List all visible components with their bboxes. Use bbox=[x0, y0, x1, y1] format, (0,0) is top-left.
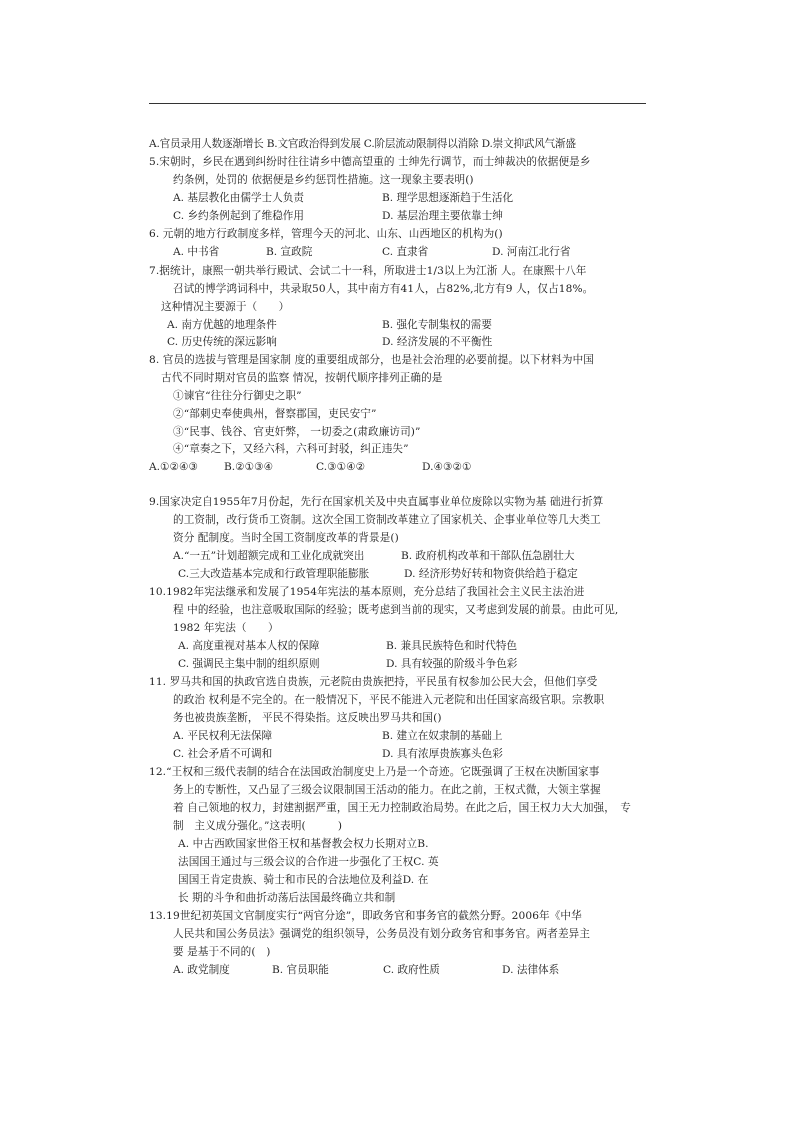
q7-option-c[interactable]: C. 历史传统的深远影响 bbox=[167, 336, 277, 348]
q7-option-d[interactable]: D. 经济发展的不平衡性 bbox=[382, 336, 493, 348]
q7-stem-3: 这种情况主要源于（ ） bbox=[161, 301, 290, 313]
q5-stem-1: 5.宋朝时，乡民在遇到纠纷时往往请乡中德高望重的 士绅先行调节，而士绅裁决的依据便是乡 bbox=[149, 156, 591, 168]
q6-option-b[interactable]: B. 宣政院 bbox=[266, 246, 313, 258]
q11-stem-1: 11. 罗马共和国的执政官选自贵族，元老院由贵族把持，平民虽有权参加公民大会，但他们享受 bbox=[149, 676, 598, 688]
q9-stem-3: 资分 配制度。当时全国工资制度改革的背景是() bbox=[173, 532, 399, 544]
q6-option-d[interactable]: D. 河南江北行省 bbox=[492, 246, 571, 258]
q8-stem-2: 古代不同时期对官员的监察 情况，按朝代顺序排列正确的是 bbox=[161, 372, 443, 384]
q9-option-b[interactable]: B. 政府机构改革和干部队伍急剧壮大 bbox=[401, 550, 575, 562]
q8-option-a[interactable]: A.①②④③ bbox=[149, 461, 199, 473]
q10-option-b[interactable]: B. 兼具民族特色和时代特色 bbox=[386, 640, 518, 652]
q12-stem-1: 12.“王权和三级代表制的结合在法国政治制度史上乃是一个奇迹。它既强调了王权在决断国家事 bbox=[149, 766, 600, 778]
q11-option-b[interactable]: B. 建立在奴隶制的基础上 bbox=[382, 730, 503, 742]
q10-stem-3: 1982 年宪法（ ） bbox=[173, 622, 279, 634]
q12-stem-3: 着 自己领地的权力，封建割据严重，国王无力控制政治局势。在此之后，国王权力大大加强， 专 bbox=[173, 802, 631, 814]
q8-item-3: ③“民事、钱谷、官吏奸弊， 一切委之(肃政廉访司)” bbox=[173, 426, 421, 438]
q5-option-c[interactable]: C. 乡约条例起到了维稳作用 bbox=[173, 210, 304, 222]
q13-stem-2: 人民共和国公务员法》强调党的组织领导，公务员没有划分政务官和事务官。两者差异主 bbox=[173, 928, 591, 940]
q8-option-d[interactable]: D.④③②① bbox=[422, 461, 472, 473]
q8-item-1: ①谏官“往往分行御史之职” bbox=[173, 390, 302, 402]
header-rule bbox=[149, 103, 646, 104]
q13-option-a[interactable]: A. 政党制度 bbox=[173, 964, 230, 976]
q8-stem-1: 8. 官员的选拔与管理是国家制 度的重要组成部分，也是社会治理的必要前提。以下材料为中国 bbox=[149, 354, 594, 366]
q6-option-a[interactable]: A. 中书省 bbox=[173, 246, 220, 258]
q9-option-a[interactable]: A.“一五”计划超额完成和工业化成就突出 bbox=[173, 550, 365, 562]
q12-option-line-4[interactable]: 长 期的斗争和曲折动荡后法国最终确立共和制 bbox=[178, 892, 396, 904]
q9-stem-2: 的工资制，改行货币工资制。这次全国工资制改革建立了国家机关、企事业单位等几大类工 bbox=[173, 514, 601, 526]
q7-stem-1: 7.据统计，康熙一朝共举行殿试、会试二十一科，所取进士1/3以上为江浙 人。在康熙十八年 bbox=[149, 265, 587, 277]
q10-stem-1: 10.1982年宪法继承和发展了1954年宪法的基本原则，充分总结了我国社会主义民主法治进 bbox=[149, 586, 585, 598]
q8-item-4: ④“章奏之下，又经六科，六科可封驳，纠正违失” bbox=[173, 443, 409, 455]
q7-stem-2: 召试的博学鸿词科中，共录取50人，其中南方有41人，占82%,北方有9 人，仅占18%。 bbox=[173, 283, 594, 295]
q13-stem-3: 要 是基于不同的( ) bbox=[173, 946, 271, 958]
q5-stem-2: 约条例，处罚的 依据便是乡约惩罚性措施。这一现象主要表明() bbox=[173, 174, 474, 186]
q6-option-c[interactable]: C. 直隶省 bbox=[382, 246, 429, 258]
q11-stem-2: 的政治 权利是不完全的。在一般情况下，平民不能进入元老院和出任国家高级官职。宗教职 bbox=[173, 694, 605, 706]
q8-item-2: ②“部刺史奉使典州，督察郡国，吏民安宁” bbox=[173, 408, 377, 420]
q10-stem-2: 程 中的经验，也注意吸取国际的经验；既考虑到当前的现实，又考虑到发展的前景。由此可见, bbox=[173, 604, 619, 616]
q13-option-b[interactable]: B. 官员职能 bbox=[272, 964, 329, 976]
q9-stem-1: 9.国家决定自1955年7月份起，先行在国家机关及中央直属事业单位废除以实物为基 础进行折算 bbox=[149, 496, 604, 508]
q11-option-a[interactable]: A. 平民权利无法保障 bbox=[173, 730, 273, 742]
q8-option-b[interactable]: B.②①③④ bbox=[224, 461, 274, 473]
q12-option-line-1[interactable]: A. 中古西欧国家世俗王权和基督教会权力长期对立B. bbox=[178, 838, 429, 850]
q12-stem-2: 务上的专断性，又凸显了三级会议限制国王活动的能力。在此之前，王权式微，大领主掌握 bbox=[173, 784, 601, 796]
q13-option-c[interactable]: C. 政府性质 bbox=[383, 964, 440, 976]
q10-option-a[interactable]: A. 高度重视对基本人权的保障 bbox=[178, 640, 320, 652]
q7-option-b[interactable]: B. 强化专制集权的需要 bbox=[382, 319, 492, 331]
q8-option-c[interactable]: C.③①④② bbox=[316, 461, 366, 473]
q11-stem-3: 务也被贵族垄断， 平民不得染指。这反映出罗马共和国() bbox=[173, 712, 442, 724]
q4-options: A.官员录用人数逐渐增长 B.文官政治得到发展 C.阶层流动限制得以消除 D.崇文抑武风气渐盛 bbox=[149, 138, 576, 150]
q6-stem: 6. 元朝的地方行政制度多样，管理今天的河北、山东、山西地区的机构为() bbox=[149, 228, 503, 240]
q10-option-c[interactable]: C. 强调民主集中制的组织原则 bbox=[178, 658, 320, 670]
q5-option-d[interactable]: D. 基层治理主要依靠士绅 bbox=[382, 210, 503, 222]
q7-option-a[interactable]: A. 南方优越的地理条件 bbox=[167, 319, 277, 331]
q12-option-line-3[interactable]: 国国王肯定贵族、骑士和市民的合法地位及利益D. 在 bbox=[178, 874, 429, 886]
q12-stem-4: 制 主义成分强化。”这表明( ) bbox=[173, 820, 343, 832]
q9-option-c[interactable]: C.三大改造基本完成和行政管理职能膨胀 bbox=[178, 568, 370, 580]
q12-option-line-2[interactable]: 法国国王通过与三级会议的合作进一步强化了王权C. 英 bbox=[178, 856, 439, 868]
q11-option-c[interactable]: C. 社会矛盾不可调和 bbox=[173, 748, 273, 760]
q13-option-d[interactable]: D. 法律体系 bbox=[502, 964, 560, 976]
q13-stem-1: 13.19世纪初英国文官制度实行“两官分途”，即政务官和事务官的截然分野。2006年《中华 bbox=[149, 910, 582, 922]
q9-option-d[interactable]: D. 经济形势好转和物资供给趋于稳定 bbox=[404, 568, 578, 580]
q11-option-d[interactable]: D. 具有浓厚贵族寡头色彩 bbox=[382, 748, 503, 760]
q5-option-a[interactable]: A. 基层教化由儒学士人负责 bbox=[173, 192, 304, 204]
q5-option-b[interactable]: B. 理学思想逐渐趋于生活化 bbox=[382, 192, 514, 204]
q10-option-d[interactable]: D. 具有较强的阶级斗争色彩 bbox=[386, 658, 518, 670]
